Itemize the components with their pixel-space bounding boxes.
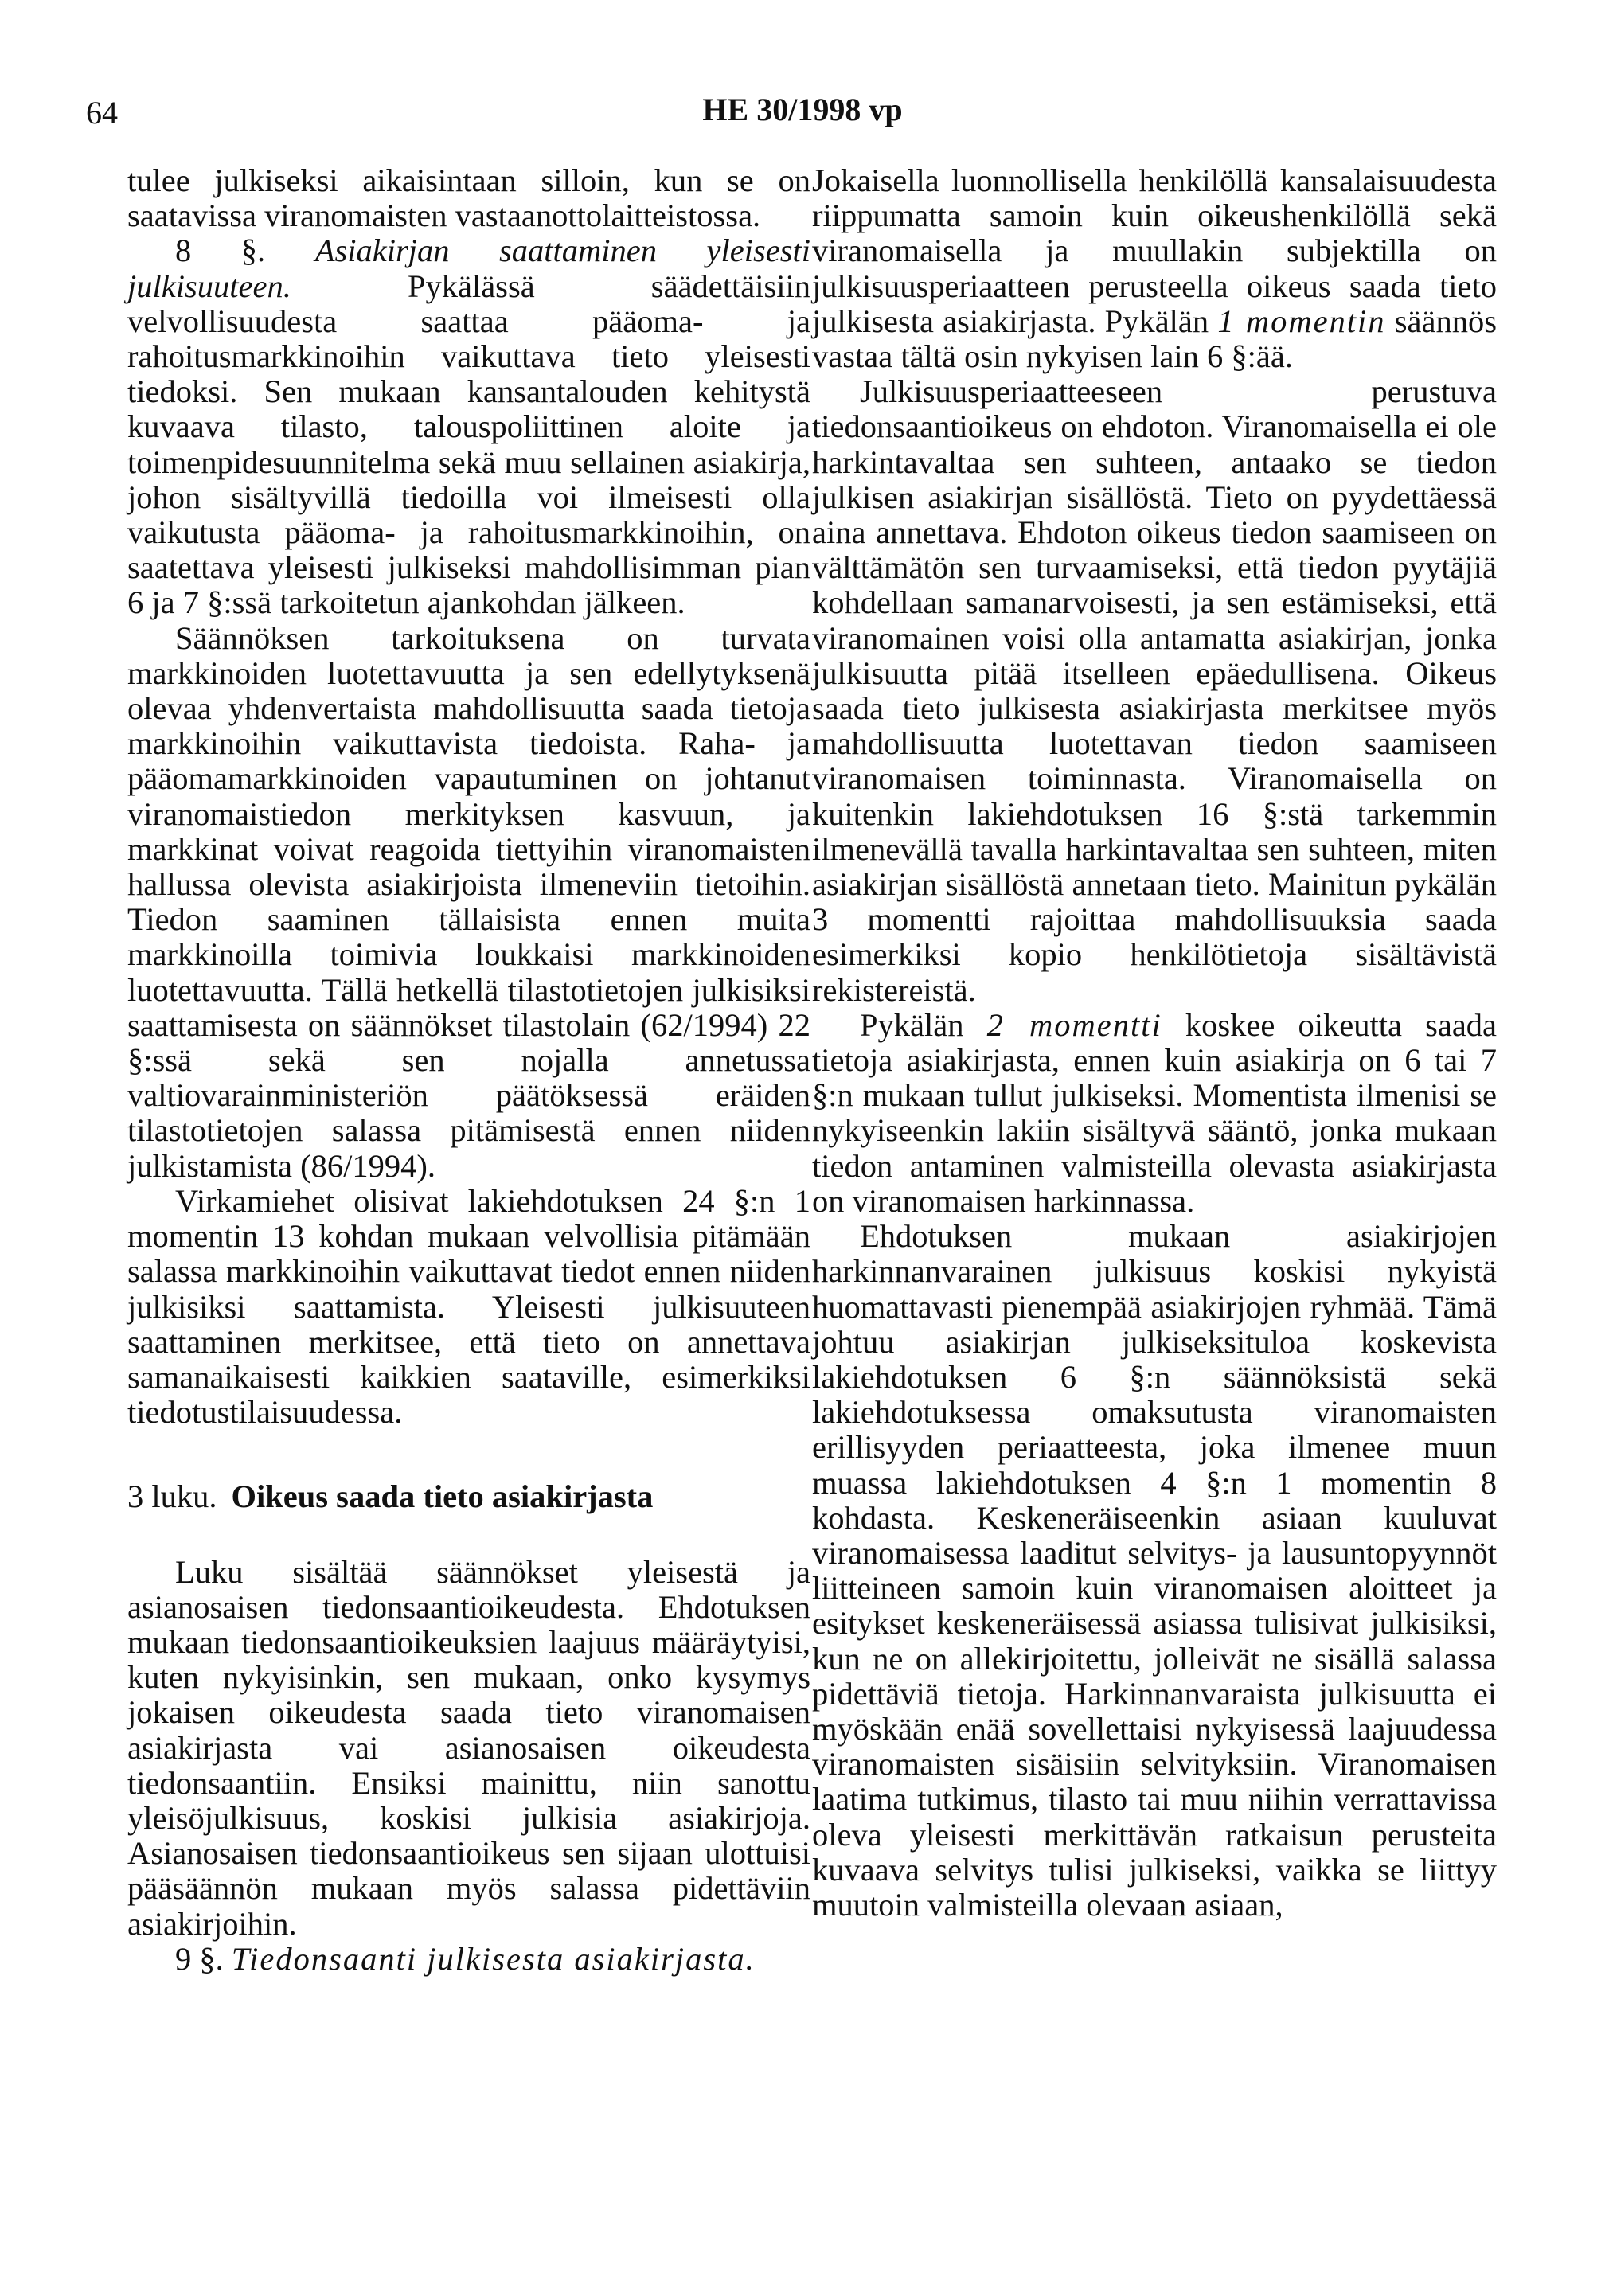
section-8-paragraph — [127, 233, 810, 620]
section-label: 9 §. — [175, 1940, 224, 1977]
section-title: Asiakirjan saattaminen yleisesti julkisuuteen. — [127, 232, 810, 304]
chapter-number: 3 luku. — [127, 1478, 217, 1515]
page-number: 64 — [86, 95, 118, 131]
paragraph: Virkamiehet olisivat lakiehdotuksen 24 §:n 1 momentin 13 kohdan mukaan velvollisia pitämään salassa markkinoihin vaikuttavat tiedot ennen niiden julkisiksi saattamista. Yleisesti julkisuuteen saattaminen merkitsee, että tieto on annettava samanaikaisesti kaikkien saataville, esimerkiksi tiedotustilaisuudessa. — [127, 1182, 810, 1431]
paragraph — [812, 163, 1497, 374]
paragraph-text: koskee oikeutta saada tietoja asiakirjasta, ennen kuin asiakirja on 6 tai 7 §:n mukaan tullut julkiseksi. Momentista ilmenisi se nykyiseenkin lakiin sisältyvä sääntö, jonka mukaan tiedon antaminen valmisteilla olevasta asiakirjasta on viranomaisen harkinnassa. — [812, 1006, 1498, 1219]
running-title: HE 30/1998 vp — [702, 92, 903, 127]
section-9-heading — [127, 1942, 810, 1977]
section-title: Tiedonsaanti julkisesta asiakirjasta. — [231, 1940, 756, 1977]
paragraph-text: Pykälässä säädettäisiin velvollisuudesta saattaa pääoma- ja rahoitusmarkkinoihin vaikuttava tieto yleisesti tiedoksi. Sen mukaan kansantalouden kehitystä kuvaava tilasto, talouspoliittinen aloite ja toimenpidesuunnitelma sekä muu sellainen asiakirja, johon sisältyvillä tiedoilla voi ilmeisesti olla vaikutusta pääoma- ja rahoitusmarkkinoihin, on saatettava yleisesti julkiseksi mahdollisimman pian 6 ja 7 §:ssä tarkoitetun ajankohdan jälkeen. — [127, 267, 810, 621]
paragraph-text: Jokaisella luonnollisella henkilöllä kansalaisuudesta riippumatta samoin kuin oikeushenkilöllä sekä viranomaisella ja muullakin subjektilla on julkisuusperiaatteen perusteella oikeus saada tieto julkisesta asiakirjasta. Pykälän — [812, 162, 1497, 339]
paragraph — [812, 1008, 1497, 1219]
section-label: 8 §. — [175, 232, 266, 269]
paragraph: Luku sisältää säännökset yleisestä ja asianosaisen tiedonsaantioikeudesta. Ehdotuksen mukaan tiedonsaantioikeuksien laajuus määräytyisi, kuten nykyisinkin, sen mukaan, onko kysymys jokaisen oikeudesta saada tieto viranomaisen asiakirjasta vai asianosaisen oikeudesta tiedonsaantiin. Ensiksi mainittu, niin sanottu yleisöjulkisuus, koskisi julkisia asiakirjoja. Asianosaisen tiedonsaantioikeus sen sijaan ulottuisi pääsäännön mukaan myös salassa pidettäviin asiakirjoihin. — [127, 1553, 810, 1942]
paragraph: Ehdotuksen mukaan asiakirjojen harkinnanvarainen julkisuus koskisi nykyistä huomattavasti pienempää asiakirjojen ryhmää. Tämä johtuu asiakirjan julkiseksituloa koskevista lakiehdotuksen 6 §:n säännöksistä sekä lakiehdotuksessa omaksutusta viranomaisten erillisyyden periaatteesta, joka ilmenee muun muassa lakiehdotuksen 4 §:n 1 momentin 8 kohdasta. Keskeneräiseenkin asiaan kuuluvat viranomaisessa laaditut selvitys- ja lausuntopyynnöt liitteineen samoin kuin viranomaisen aloitteet ja esitykset keskeneräisessä asiassa tulisivat julkisiksi, kun ne on allekirjoitettu, jolleivät ne sisällä salassa pidettäviä tietoja. Harkinnanvaraista julkisuutta ei myöskään enää sovellettaisi nykyisessä laajuudessa viranomaisten sisäisiin selvityksiin. Viranomaisen laatima tutkimus, tilasto tai muu niihin verrattavissa oleva yleisesti merkittävän ratkaisun perusteita kuvaava selvitys tulisi julkiseksi, vaikka se liittyy muutoin valmisteilla olevaan asiaan, — [812, 1218, 1497, 1923]
reference: 2 momentti — [986, 1006, 1162, 1043]
paragraph: Julkisuusperiaatteeseen perustuva tiedonsaantioikeus on ehdoton. Viranomaisella ei ole harkintavaltaa sen suhteen, antaako se tiedon julkisen asiakirjan sisällöstä. Tieto on pyydettäessä aina annettava. Ehdoton oikeus tiedon saamiseen on välttämätön sen turvaamiseksi, että tiedon pyytäjiä kohdellaan samanarvoisesti, ja sen estämiseksi, että viranomainen voisi olla antamatta asiakirjan, jonka julkisuutta pitää itselleen epäedullisena. Oikeus saada tieto julkisesta asiakirjasta merkitsee myös mahdollisuutta luotettavan tiedon saamiseen viranomaisen toiminnasta. Viranomaisella on kuitenkin lakiehdotuksen 16 §:stä tarkemmin ilmenevällä tavalla harkintavaltaa sen suhteen, miten asiakirjan sisällöstä annetaan tieto. Mainitun pykälän 3 momentti rajoittaa mahdollisuuksia saada esimerkiksi kopio henkilötietoja sisältävistä rekistereistä. — [812, 373, 1497, 1008]
paragraph: tulee julkiseksi aikaisintaan silloin, kun se on saatavissa viranomaisten vastaanottolaitteistossa. — [127, 162, 810, 234]
reference: 1 momentin — [1217, 303, 1386, 339]
chapter-title: Oikeus saada tieto asiakirjasta — [231, 1478, 654, 1515]
right-column — [812, 163, 1497, 1923]
paragraph: Säännöksen tarkoituksena on turvata markkinoiden luotettavuutta ja sen edellytyksenä olevaa yhdenvertaista mahdollisuutta saada tietoja markkinoihin vaikuttavista tiedoista. Raha- ja pääomamarkkinoiden vapautuminen on johtanut viranomaistiedon merkityksen kasvuun, ja markkinat voivat reagoida tiettyihin viranomaisten hallussa olevista asiakirjoista ilmeneviin tietoihin. Tiedon saaminen tällaisista ennen muita markkinoilla toimivia loukkaisi markkinoiden luotettavuutta. Tällä hetkellä tilastotietojen julkisiksi saattamisesta on säännökset tilastolain (62/1994) 22 §:ssä sekä sen nojalla annetussa valtiovarainministeriön päätöksessä eräiden tilastotietojen salassa pitämisestä ennen niiden julkistamista (86/1994). — [127, 619, 810, 1184]
chapter-heading — [127, 1479, 810, 1514]
paragraph-text: säännös vastaa tältä osin nykyisen lain 6 §:ää. — [812, 303, 1497, 375]
left-column — [127, 163, 810, 1977]
paragraph-text: Pykälän — [860, 1006, 964, 1043]
